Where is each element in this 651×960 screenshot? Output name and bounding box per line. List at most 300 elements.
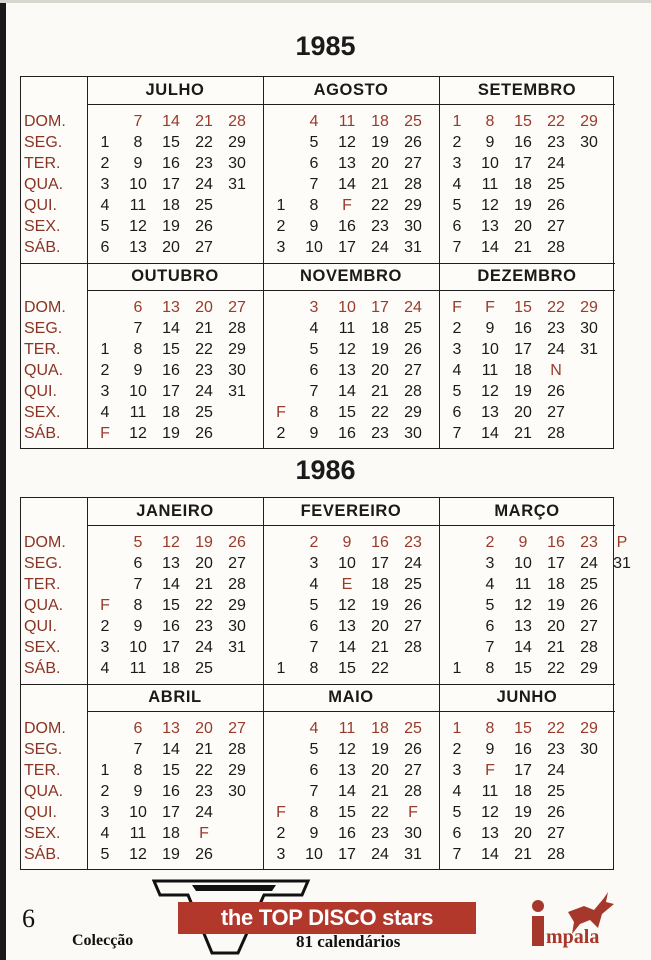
calendar-day: 18	[371, 576, 389, 593]
calendar-day: 28	[228, 113, 246, 130]
calendar-day: 12	[481, 804, 499, 821]
calendar-day: 25	[195, 660, 213, 677]
calendar-day: 25	[547, 176, 565, 193]
calendar-day: 9	[485, 741, 495, 758]
day-label: SEX.	[24, 825, 61, 842]
calendar-block-1985	[20, 76, 614, 449]
calendar-day: 14	[338, 783, 356, 800]
calendar-day: 6	[452, 825, 462, 842]
calendar-day: 24	[195, 176, 213, 193]
calendar-day: 21	[371, 639, 389, 656]
calendar-day: 9	[309, 825, 319, 842]
calendar-day: 25	[404, 720, 422, 737]
calendar-day: F	[199, 825, 209, 842]
calendar-day: 4	[309, 113, 319, 130]
calendar-day: 7	[133, 741, 143, 758]
calendar-day: 4	[485, 576, 495, 593]
calendar-day: 9	[309, 218, 319, 235]
calendar-day: 2	[452, 320, 462, 337]
calendar-day: 19	[547, 597, 565, 614]
calendar-day: 21	[195, 113, 213, 130]
calendar-day: F	[485, 762, 495, 779]
calendar-day: 28	[404, 176, 422, 193]
calendar-day: 11	[129, 825, 147, 842]
calendar-day: 27	[228, 299, 246, 316]
calendar-day: F	[276, 804, 286, 821]
calendar-day: 24	[547, 341, 565, 358]
calendar-day: 30	[580, 134, 598, 151]
calendar-day: 3	[100, 176, 110, 193]
calendar-day: 8	[133, 597, 143, 614]
calendar-day: 8	[485, 720, 495, 737]
calendar-day: 23	[371, 218, 389, 235]
calendar-day: 17	[338, 846, 356, 863]
calendar-day: 5	[100, 218, 110, 235]
calendar-day: 5	[309, 741, 319, 758]
calendar-day: 10	[338, 299, 356, 316]
calendar-day: 3	[276, 846, 286, 863]
calendar-day: 4	[100, 197, 110, 214]
calendar-day: 31	[404, 846, 422, 863]
calendar-day: 9	[133, 783, 143, 800]
calendar-day: 4	[100, 825, 110, 842]
calendar-day: 20	[162, 239, 180, 256]
calendar-day: 10	[129, 639, 147, 656]
grid-hline	[87, 525, 615, 526]
calendar-day: 7	[133, 576, 143, 593]
calendar-block-1986	[20, 497, 631, 870]
calendar-day: 27	[547, 218, 565, 235]
calendar-day: 16	[338, 218, 356, 235]
calendar-day: F	[100, 425, 110, 442]
calendar-day: 13	[162, 299, 180, 316]
calendar-day: 11	[481, 783, 499, 800]
calendar-day: 4	[309, 320, 319, 337]
calendar-day: 23	[547, 320, 565, 337]
calendar-day: 2	[100, 155, 110, 172]
calendar-day: 4	[309, 720, 319, 737]
calendar-day: 16	[338, 825, 356, 842]
calendar-day: 6	[309, 762, 319, 779]
calendar-day: 27	[404, 762, 422, 779]
calendar-day: 21	[195, 320, 213, 337]
calendar-day: 14	[481, 239, 499, 256]
calendar-day: 21	[514, 846, 532, 863]
calendar-day: 7	[452, 846, 462, 863]
calendar-day: 14	[481, 425, 499, 442]
calendar-day: 8	[309, 404, 319, 421]
calendar-day: 10	[129, 176, 147, 193]
calendar-day: 14	[338, 639, 356, 656]
calendar-day: 29	[580, 720, 598, 737]
calendar-day: 1	[452, 720, 462, 737]
calendar-day: 3	[276, 239, 286, 256]
calendar-day: 17	[371, 299, 389, 316]
calendar-day: 11	[338, 113, 356, 130]
calendar-day: 26	[547, 804, 565, 821]
calendar-day: 7	[309, 383, 319, 400]
calendar-day: N	[550, 362, 562, 379]
calendar-day: 11	[129, 404, 147, 421]
calendar-day: 15	[162, 341, 180, 358]
calendar-day: 28	[547, 239, 565, 256]
calendar-day: 23	[580, 534, 598, 551]
calendar-day: 21	[195, 576, 213, 593]
calendar-day: 19	[371, 597, 389, 614]
calendar-day: 17	[162, 176, 180, 193]
calendar-day: 3	[452, 155, 462, 172]
calendar-day: 30	[404, 825, 422, 842]
calendar-day: 3	[100, 639, 110, 656]
calendar-day: 7	[133, 113, 143, 130]
calendar-day: 9	[133, 618, 143, 635]
calendar-day: 1	[452, 660, 462, 677]
calendar-day: 26	[404, 597, 422, 614]
calendar-day: 10	[481, 155, 499, 172]
month-name: DEZEMBRO	[477, 267, 577, 285]
calendar-day: 10	[129, 383, 147, 400]
calendar-day: 7	[309, 639, 319, 656]
calendar-day: 31	[613, 555, 631, 572]
calendar-day: 17	[371, 555, 389, 572]
calendar-day: 19	[371, 741, 389, 758]
calendar-day: 23	[371, 825, 389, 842]
calendar-day: 31	[404, 239, 422, 256]
month-name: OUTUBRO	[131, 267, 219, 285]
calendar-day: 13	[481, 218, 499, 235]
calendar-day: E	[341, 576, 353, 593]
calendar-day: 1	[100, 762, 110, 779]
calendar-day: 24	[547, 155, 565, 172]
calendar-day: 22	[371, 804, 389, 821]
calendar-day: 10	[338, 555, 356, 572]
day-label: QUA.	[24, 176, 64, 193]
calendar-day: 19	[162, 846, 180, 863]
calendar-day: 16	[162, 618, 180, 635]
calendar-day: 29	[404, 197, 422, 214]
calendar-day: 26	[228, 534, 246, 551]
month-name: MARÇO	[494, 502, 560, 520]
calendar-day: 9	[342, 534, 352, 551]
calendar-day: 17	[338, 239, 356, 256]
calendar-day: 28	[228, 320, 246, 337]
day-label: SEG.	[24, 134, 63, 151]
month-name: JANEIRO	[136, 502, 214, 520]
calendar-day: 14	[162, 741, 180, 758]
calendar-day: 24	[371, 239, 389, 256]
calendar-day: 18	[162, 404, 180, 421]
calendar-day: 25	[195, 404, 213, 421]
calendar-day: 16	[514, 134, 532, 151]
calendar-day: 15	[514, 660, 532, 677]
calendar-day: 16	[514, 320, 532, 337]
calendar-day: 18	[371, 320, 389, 337]
calendar-day: 27	[580, 618, 598, 635]
calendar-day: 13	[129, 239, 147, 256]
calendar-day: 30	[404, 218, 422, 235]
day-label: DOM.	[24, 113, 66, 130]
day-label: QUA.	[24, 362, 64, 379]
calendar-day: 2	[309, 534, 319, 551]
calendar-day: 29	[580, 660, 598, 677]
calendar-day: 11	[514, 576, 532, 593]
calendar-day: 9	[485, 134, 495, 151]
calendar-day: 4	[309, 576, 319, 593]
day-label: SÁB.	[24, 239, 61, 256]
month-name: SETEMBRO	[477, 81, 577, 99]
grid-hline	[87, 104, 615, 105]
calendar-day: 5	[452, 804, 462, 821]
calendar-day: 26	[195, 425, 213, 442]
calendar-day: 12	[481, 197, 499, 214]
calendar-day: 25	[195, 197, 213, 214]
day-label: SÁB.	[24, 846, 61, 863]
calendar-day: 5	[485, 597, 495, 614]
calendar-day: 17	[514, 341, 532, 358]
calendar-day: 22	[195, 762, 213, 779]
calendar-day: 16	[514, 741, 532, 758]
calendar-day: 3	[100, 804, 110, 821]
calendar-day: 28	[404, 639, 422, 656]
calendar-day: 6	[133, 299, 143, 316]
calendar-day: 1	[276, 197, 286, 214]
day-label: DOM.	[24, 534, 66, 551]
calendar-day: 12	[338, 134, 356, 151]
calendar-day: 21	[514, 425, 532, 442]
calendar-day: 26	[547, 197, 565, 214]
calendar-day: 13	[162, 720, 180, 737]
calendar-day: 16	[547, 534, 565, 551]
calendar-day: 18	[371, 720, 389, 737]
calendar-day: 14	[338, 383, 356, 400]
calendar-day: 16	[338, 425, 356, 442]
calendar-day: 22	[371, 197, 389, 214]
calendar-day: 13	[162, 555, 180, 572]
calendar-day: 17	[162, 639, 180, 656]
calendar-day: 15	[514, 299, 532, 316]
calendar-day: 5	[309, 597, 319, 614]
day-label: SÁB.	[24, 660, 61, 677]
calendar-day: 26	[404, 341, 422, 358]
calendar-day: 8	[309, 660, 319, 677]
day-label: SEX.	[24, 218, 61, 235]
calendar-day: 30	[228, 362, 246, 379]
calendar-day: 29	[580, 299, 598, 316]
calendar-day: 20	[371, 762, 389, 779]
calendar-day: 14	[162, 320, 180, 337]
calendar-day: 21	[547, 639, 565, 656]
calendar-day: 13	[338, 362, 356, 379]
calendar-day: 18	[514, 176, 532, 193]
month-name: ABRIL	[148, 688, 202, 706]
calendar-day: 9	[485, 320, 495, 337]
footer	[0, 870, 651, 960]
brand-name: mpala	[546, 926, 600, 948]
grid-hline	[21, 263, 615, 264]
calendar-day: 23	[404, 534, 422, 551]
calendar-day: 24	[195, 639, 213, 656]
day-label: TER.	[24, 762, 61, 779]
calendar-day: 2	[100, 362, 110, 379]
calendar-day: 30	[228, 155, 246, 172]
calendar-day: 18	[162, 660, 180, 677]
calendar-day: 5	[452, 197, 462, 214]
calendar-day: 19	[371, 341, 389, 358]
banner-title: the TOP DISCO stars	[178, 902, 476, 934]
calendar-day: 27	[404, 618, 422, 635]
calendar-day: 20	[195, 299, 213, 316]
calendar-day: 8	[485, 113, 495, 130]
calendar-day: F	[276, 404, 286, 421]
calendar-day: 28	[228, 741, 246, 758]
day-label: SEG.	[24, 741, 63, 758]
calendar-day: 21	[514, 239, 532, 256]
calendar-day: 28	[228, 576, 246, 593]
year-title-1985: 1985	[295, 31, 356, 61]
calendar-day: 7	[133, 320, 143, 337]
calendar-day: 6	[452, 404, 462, 421]
calendar-day: 3	[309, 299, 319, 316]
calendar-day: 29	[228, 341, 246, 358]
calendar-day: 12	[514, 597, 532, 614]
calendar-day: 22	[547, 660, 565, 677]
calendar-day: 6	[309, 362, 319, 379]
calendar-day: 23	[195, 362, 213, 379]
calendar-day: 18	[162, 197, 180, 214]
calendar-day: 20	[371, 362, 389, 379]
calendar-day: 29	[580, 113, 598, 130]
calendar-day: 6	[133, 720, 143, 737]
calendar-day: 15	[162, 134, 180, 151]
calendar-day: 25	[404, 320, 422, 337]
calendar-day: 26	[195, 218, 213, 235]
calendar-day: 12	[129, 425, 147, 442]
calendar-day: 16	[162, 362, 180, 379]
grid-hline	[87, 290, 615, 291]
calendar-day: 30	[580, 741, 598, 758]
calendar-day: 23	[547, 134, 565, 151]
calendar-day: 29	[228, 597, 246, 614]
calendar-day: 2	[485, 534, 495, 551]
calendar-day: 3	[452, 762, 462, 779]
calendar-day: 20	[547, 618, 565, 635]
calendar-day: 14	[514, 639, 532, 656]
calendar-day: 10	[305, 846, 323, 863]
calendar-day: 24	[404, 299, 422, 316]
calendar-day: 27	[547, 404, 565, 421]
calendar-day: 14	[162, 576, 180, 593]
calendar-day: 28	[580, 639, 598, 656]
calendar-day: 7	[485, 639, 495, 656]
calendar-day: 4	[452, 783, 462, 800]
calendar-day: 20	[195, 555, 213, 572]
calendar-day: 2	[276, 825, 286, 842]
calendar-day: 26	[580, 597, 598, 614]
calendar-day: 19	[514, 197, 532, 214]
collection-label: Colecção	[72, 932, 134, 949]
calendar-day: 30	[580, 320, 598, 337]
calendar-day: 31	[580, 341, 598, 358]
calendar-day: 22	[547, 299, 565, 316]
calendar-day: 21	[371, 176, 389, 193]
calendar-day: 10	[129, 804, 147, 821]
calendar-day: 3	[452, 341, 462, 358]
calendar-day: 22	[371, 660, 389, 677]
calendar-day: F	[452, 299, 462, 316]
calendar-day: 24	[195, 383, 213, 400]
calendar-day: 10	[514, 555, 532, 572]
calendar-day: 21	[371, 783, 389, 800]
calendar-day: 5	[452, 383, 462, 400]
day-label: TER.	[24, 341, 61, 358]
calendar-day: 5	[133, 534, 143, 551]
month-name: JUNHO	[496, 688, 558, 706]
day-label: QUA.	[24, 783, 64, 800]
calendar-day: 22	[195, 597, 213, 614]
calendar-day: 14	[162, 113, 180, 130]
calendar-day: 3	[100, 383, 110, 400]
calendar-day: 21	[195, 741, 213, 758]
calendar-day: 3	[485, 555, 495, 572]
month-name: JULHO	[145, 81, 205, 99]
calendar-day: 8	[309, 197, 319, 214]
calendar-day: 10	[481, 341, 499, 358]
day-label: QUI.	[24, 383, 57, 400]
calendar-day: 17	[162, 383, 180, 400]
calendar-day: 16	[162, 155, 180, 172]
month-name: AGOSTO	[313, 81, 389, 99]
calendar-day: 11	[338, 720, 356, 737]
calendar-day: 22	[195, 134, 213, 151]
day-label: SEX.	[24, 639, 61, 656]
calendar-day: 6	[485, 618, 495, 635]
calendar-day: 2	[100, 618, 110, 635]
calendar-day: 27	[228, 720, 246, 737]
calendar-day: 29	[228, 762, 246, 779]
calendar-day: 28	[547, 425, 565, 442]
calendar-day: 26	[195, 846, 213, 863]
calendar-day: 5	[309, 134, 319, 151]
calendar-day: 30	[228, 783, 246, 800]
calendar-day: 24	[580, 555, 598, 572]
calendar-day: 19	[195, 534, 213, 551]
calendar-day: 24	[195, 804, 213, 821]
calendar-day: 1	[100, 341, 110, 358]
calendar-day: 18	[514, 362, 532, 379]
day-label: SÁB.	[24, 425, 61, 442]
calendar-day: 11	[129, 660, 147, 677]
day-label: TER.	[24, 576, 61, 593]
day-label: QUI.	[24, 618, 57, 635]
calendar-day: 2	[452, 134, 462, 151]
calendar-day: 15	[514, 113, 532, 130]
calendar-day: 1	[100, 134, 110, 151]
calendar-day: 27	[547, 825, 565, 842]
calendar-day: 16	[162, 783, 180, 800]
calendar-day: 24	[404, 555, 422, 572]
grid-hline	[87, 711, 615, 712]
calendar-day: 13	[338, 155, 356, 172]
calendar-day: 4	[100, 660, 110, 677]
calendar-day: 23	[195, 155, 213, 172]
calendar-day: 8	[309, 804, 319, 821]
calendar-day: 2	[100, 783, 110, 800]
calendar-day: 15	[338, 404, 356, 421]
calendar-day: 9	[133, 155, 143, 172]
calendar-day: 13	[481, 825, 499, 842]
calendar-day: 30	[228, 618, 246, 635]
calendar-day: 13	[338, 762, 356, 779]
